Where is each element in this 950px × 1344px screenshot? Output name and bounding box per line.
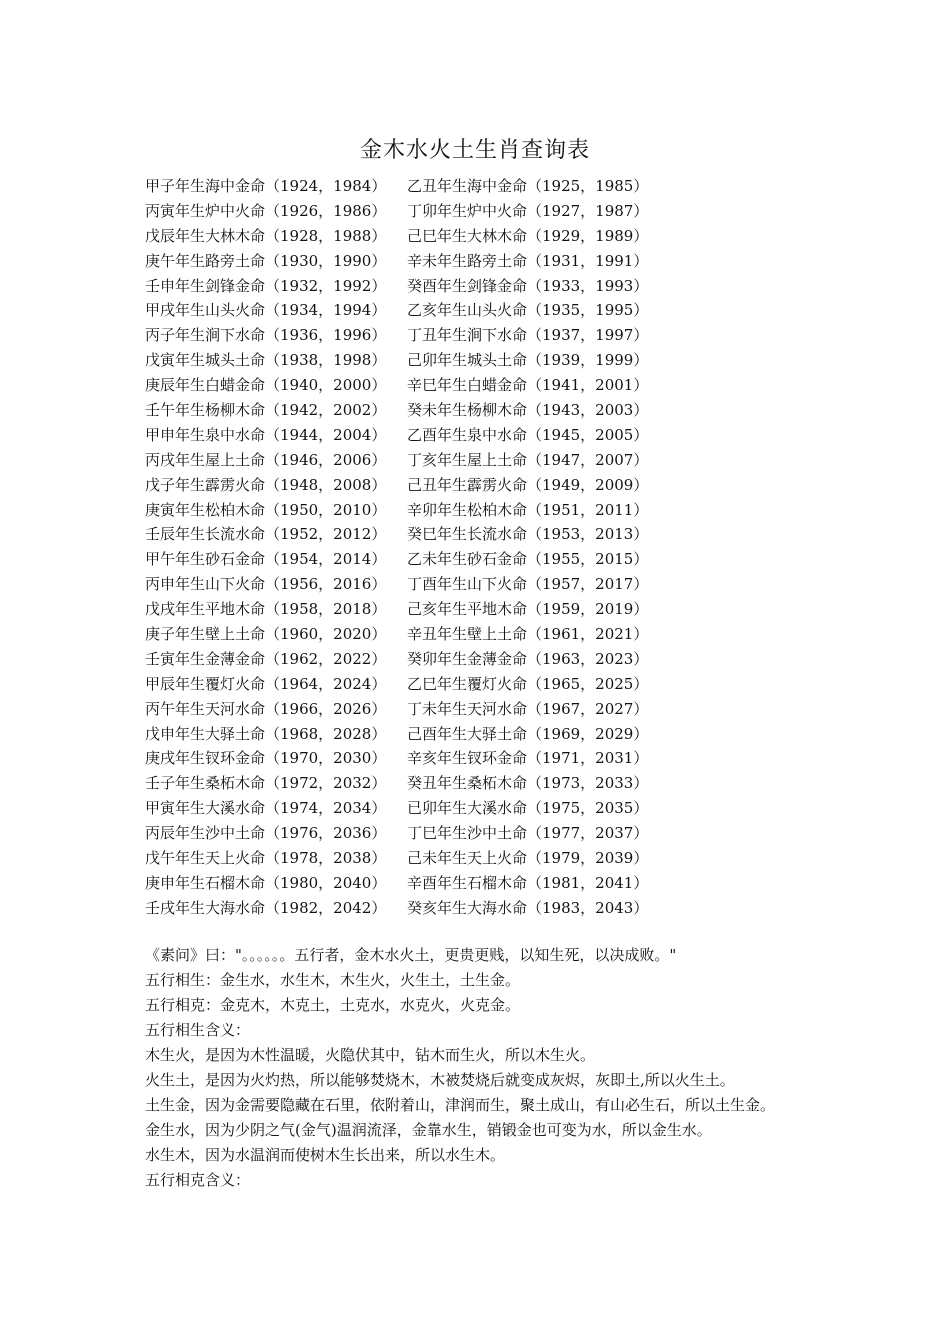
table-cell: 丙辰年生沙中土命（1976，2036） [145, 824, 387, 843]
table-cell: 辛亥年生钗环金命（1971，2031） [407, 749, 649, 768]
table-cell: 壬午年生杨柳木命（1942，2002） [145, 401, 387, 420]
table-row [145, 846, 825, 871]
table-row [145, 672, 825, 697]
table-cell: 甲子年生海中金命（1924，1984） [145, 177, 387, 195]
table-cell: 乙酉年生泉中水命（1945，2005） [407, 425, 649, 444]
table-row [145, 199, 825, 224]
table-cell: 庚寅年生松柏木命（1950，2010） [145, 500, 387, 519]
table-cell: 丁卯年生炉中火命（1927，1987） [407, 201, 649, 220]
table-row [145, 871, 825, 896]
table-cell: 丁亥年生屋上土命（1947，2007） [407, 450, 649, 469]
table-cell: 戊午年生天上火命（1978，2038） [145, 849, 387, 868]
water-wood-paragraph: 水生木，因为水温润而使树木生长出来，所以水生木。 [145, 1146, 506, 1164]
earth-metal-paragraph: 土生金，因为金需要隐藏在石里，依附着山，津润而生，聚土成山，有山必生石，所以土生金。 [145, 1096, 776, 1114]
table-cell: 壬寅年生金薄金命（1962，2022） [145, 649, 387, 668]
table-cell: 丙戌年生屋上土命（1946，2006） [145, 450, 387, 469]
table-row [145, 821, 825, 846]
table-cell: 壬子年生桑柘木命（1972，2032） [145, 774, 387, 793]
table-cell: 已卯年生大溪水命（1975，2035） [407, 799, 649, 818]
table-cell: 丁未年生天河水命（1967，2027） [407, 699, 649, 718]
wood-fire-paragraph: 木生火，是因为木性温暖，火隐伏其中，钻木而生火，所以木生火。 [145, 1046, 596, 1064]
table-row [145, 647, 825, 672]
table-row [145, 697, 825, 722]
table-row [145, 796, 825, 821]
table-cell: 癸卯年生金薄金命（1963，2023） [407, 649, 649, 668]
table-cell: 癸亥年生大海水命（1983，2043） [407, 898, 649, 917]
table-row [145, 348, 825, 373]
quote-paragraph: 《素问》曰："。。。。。。五行者，金木水火土，更贵更贱，以知生死，以决成败。" [145, 946, 677, 964]
table-cell: 己巳年生大林木命（1929，1989） [407, 226, 649, 245]
table-cell: 戊辰年生大林木命（1928，1988） [145, 226, 387, 245]
table-row [145, 224, 825, 249]
table-cell: 癸酉年生剑锋金命（1933，1993） [407, 276, 649, 295]
table-cell: 甲戌年生山头火命（1934，1994） [145, 301, 387, 320]
mutual-generation-paragraph: 五行相生：金生水，水生木，木生火，火生土，土生金。 [145, 971, 521, 989]
table-cell: 庚辰年生白蜡金命（1940，2000） [145, 376, 387, 395]
table-cell: 癸丑年生桑柘木命（1973，2033） [407, 774, 649, 793]
table-row [145, 746, 825, 771]
table-row [145, 249, 825, 274]
table-row [145, 771, 825, 796]
table-cell: 丁酉年生山下火命（1957，2017） [407, 575, 649, 594]
document-title: 金木水火土生肖查询表 [359, 138, 590, 163]
table-cell: 乙丑年生海中金命（1925，1985） [407, 177, 649, 195]
table-row [145, 622, 825, 647]
table-cell: 丁巳年生沙中土命（1977，2037） [407, 824, 649, 843]
table-cell: 戊申年生大驿土命（1968，2028） [145, 724, 387, 743]
table-row [145, 423, 825, 448]
table-cell: 甲辰年生覆灯火命（1964，2024） [145, 674, 387, 693]
table-row [145, 174, 825, 199]
table-cell: 己酉年生大驿土命（1969，2029） [407, 724, 649, 743]
table-cell: 庚申年生石榴木命（1980，2040） [145, 873, 387, 892]
table-cell: 乙未年生砂石金命（1955，2015） [407, 550, 649, 569]
table-row [145, 473, 825, 498]
table-row [145, 597, 825, 622]
table-row [145, 572, 825, 597]
zodiac-table [145, 174, 825, 921]
table-cell: 己未年生天上火命（1979，2039） [407, 849, 649, 868]
generation-meaning-heading: 五行相生含义： [145, 1021, 251, 1039]
table-cell: 癸巳年生长流水命（1953，2013） [407, 525, 649, 544]
table-cell: 丙申年生山下火命（1956，2016） [145, 575, 387, 594]
table-cell: 辛卯年生松柏木命（1951，2011） [407, 500, 649, 519]
table-cell: 壬申年生剑锋金命（1932，1992） [145, 276, 387, 295]
table-cell: 癸未年生杨柳木命（1943，2003） [407, 401, 649, 420]
table-cell: 丙子年生涧下水命（1936，1996） [145, 326, 387, 345]
table-cell: 辛酉年生石榴木命（1981，2041） [407, 873, 649, 892]
table-cell: 戊戌年生平地木命（1958，2018） [145, 600, 387, 619]
table-cell: 甲申年生泉中水命（1944，2004） [145, 425, 387, 444]
table-cell: 庚子年生壁上土命（1960，2020） [145, 625, 387, 644]
table-row [145, 498, 825, 523]
table-row [145, 298, 825, 323]
restriction-meaning-heading: 五行相克含义： [145, 1171, 251, 1189]
table-cell: 庚午年生路旁土命（1930，1990） [145, 251, 387, 270]
table-row [145, 547, 825, 572]
table-cell: 戊子年生霹雳火命（1948，2008） [145, 475, 387, 494]
table-cell: 庚戌年生钗环金命（1970，2030） [145, 749, 387, 768]
table-cell: 丙午年生天河水命（1966，2026） [145, 699, 387, 718]
table-row [145, 373, 825, 398]
table-cell: 辛未年生路旁土命（1931，1991） [407, 251, 649, 270]
table-cell: 辛丑年生壁上土命（1961，2021） [407, 625, 649, 644]
table-cell: 丙寅年生炉中火命（1926，1986） [145, 201, 387, 220]
table-row [145, 722, 825, 747]
table-cell: 乙巳年生覆灯火命（1965，2025） [407, 674, 649, 693]
table-cell: 丁丑年生涧下水命（1937，1997） [407, 326, 649, 345]
table-cell: 甲寅年生大溪水命（1974，2034） [145, 799, 387, 818]
table-cell: 壬戌年生大海水命（1982，2042） [145, 898, 387, 917]
metal-water-paragraph: 金生水，因为少阴之气(金气)温润流泽，金靠水生，销锻金也可变为水，所以金生水。 [145, 1121, 712, 1139]
table-row [145, 896, 825, 921]
table-row [145, 398, 825, 423]
table-cell: 壬辰年生长流水命（1952，2012） [145, 525, 387, 544]
table-row [145, 274, 825, 299]
table-cell: 戊寅年生城头土命（1938，1998） [145, 351, 387, 370]
table-row [145, 522, 825, 547]
mutual-restriction-paragraph: 五行相克：金克木，木克土，土克水，水克火，火克金。 [145, 996, 521, 1014]
table-cell: 己卯年生城头土命（1939，1999） [407, 351, 649, 370]
table-cell: 辛巳年生白蜡金命（1941，2001） [407, 376, 649, 395]
table-cell: 甲午年生砂石金命（1954，2014） [145, 550, 387, 569]
fire-earth-paragraph: 火生土，是因为火灼热，所以能够焚烧木，木被焚烧后就变成灰烬，灰即土,所以火生土。 [145, 1071, 735, 1089]
table-cell: 乙亥年生山头火命（1935，1995） [407, 301, 649, 320]
table-row [145, 323, 825, 348]
table-cell: 己亥年生平地木命（1959，2019） [407, 600, 649, 619]
explanation-section [145, 943, 810, 1193]
table-row [145, 448, 825, 473]
table-cell: 己丑年生霹雳火命（1949，2009） [407, 475, 649, 494]
